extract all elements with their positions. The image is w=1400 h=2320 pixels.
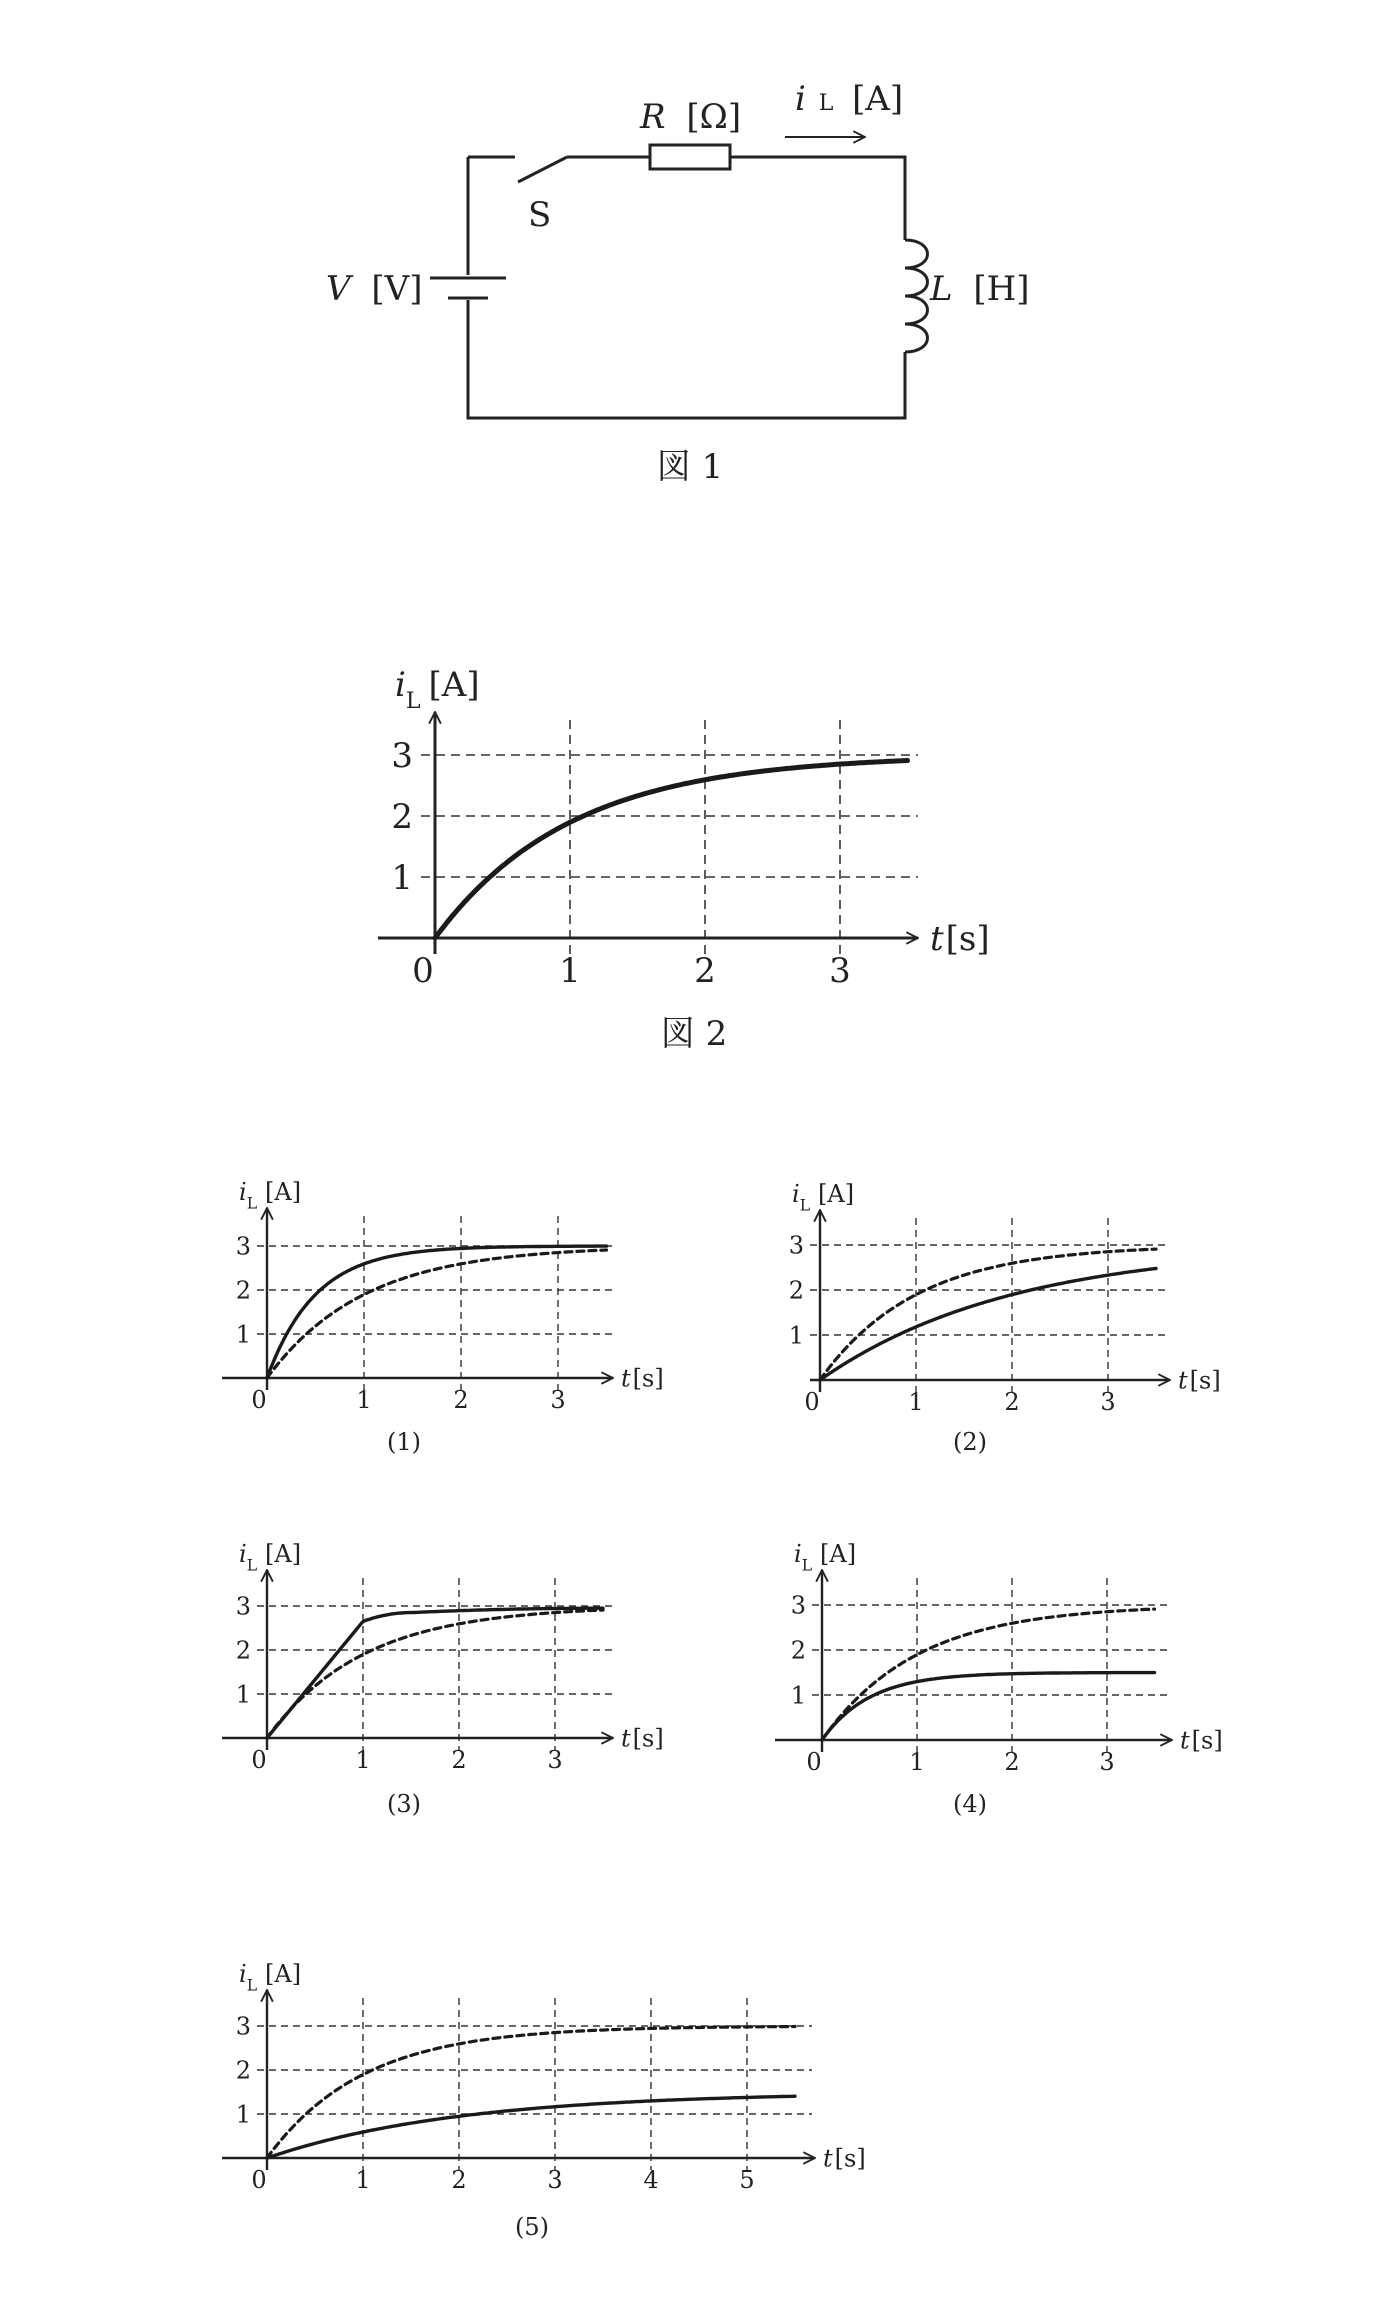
x-axis-symbol: t [621,1364,631,1393]
inductor-coil [905,240,928,352]
x-tick-label-3: 3 [1099,1748,1115,1776]
y-tick-label-1: 1 [235,2100,251,2129]
y-axis-symbol: i [792,1180,800,1208]
grid [257,1216,612,1390]
y-axis-symbol: i [794,1540,802,1568]
chart-option-3 [222,1540,664,1818]
current-label [795,79,903,119]
chart-option-5 [222,1960,866,2241]
y-tick-label-2: 2 [788,1276,804,1305]
series-line-solid [822,1673,1155,1740]
x-axis-symbol: t [930,918,944,959]
option-caption: (5) [515,2213,549,2241]
x-axis-unit: [s] [632,1364,664,1393]
y-axis-symbol: i [239,1540,247,1568]
x-tick-label-2: 2 [451,1746,467,1774]
y-tick-label-1: 1 [790,1681,806,1710]
x-axis-label [1178,1366,1221,1394]
series-line-dashed [267,1250,607,1378]
y-tick-label-3: 3 [235,1592,251,1621]
y-tick-label-3: 3 [790,1591,806,1620]
current-subscript: L [818,91,834,116]
chart-figure2 [378,665,990,991]
chart-option-1 [222,1178,664,1456]
x-tick-label-3: 3 [547,1746,563,1774]
x-axis-symbol: t [1180,1726,1190,1755]
x-tick-label-3: 3 [829,951,851,991]
y-axis-subscript: L [246,1976,258,1995]
y-axis-subscript: L [799,1196,811,1215]
x-axis-unit: [s] [1189,1366,1221,1395]
y-axis-label [239,1540,301,1574]
y-axis-label [395,665,480,714]
y-tick-label-3: 3 [391,735,413,776]
resistor-unit: [Ω] [686,97,742,137]
source-symbol: V [326,269,351,309]
x-tick-label-2: 2 [453,1386,469,1414]
y-tick-label-3: 3 [235,1232,251,1261]
chart-option-2 [789,1180,1221,1456]
x-tick-label-3: 3 [547,2166,563,2194]
grid [421,720,918,954]
y-axis-label [239,1960,301,1994]
grid [257,1998,812,2170]
x-tick-label-1: 1 [908,1388,924,1416]
x-axis-label [621,1724,664,1752]
x-tick-label-2: 2 [694,951,716,991]
x-tick-label-1: 1 [356,1386,372,1414]
wire-top-to-inductor [730,157,905,240]
y-tick-label-2: 2 [235,1276,251,1305]
inductor-symbol: L [930,269,953,309]
y-axis-subscript: L [246,1194,258,1213]
series-line-dashed [267,2027,795,2159]
series-line-dashed [820,1249,1156,1380]
figure2-caption: 図 2 [660,1014,728,1054]
switch-blade [518,157,567,182]
option-caption: (4) [953,1790,987,1818]
origin-label: 0 [251,1746,267,1774]
resistor-symbol-text: R [640,97,666,137]
resistor-symbol [650,145,730,169]
y-tick-label-1: 1 [788,1321,804,1350]
grid [812,1578,1168,1752]
y-tick-label-3: 3 [788,1231,804,1260]
y-axis-unit: [A] [265,1960,302,1988]
origin-label: 0 [412,951,434,991]
y-axis-unit: [A] [820,1540,857,1568]
x-axis-unit: [s] [632,1724,664,1753]
x-tick-label-2: 2 [1004,1388,1020,1416]
x-tick-label-2: 2 [1004,1748,1020,1776]
x-tick-label-3: 3 [550,1386,566,1414]
x-tick-label-5: 5 [739,2166,755,2194]
y-axis-subscript: L [801,1556,813,1575]
y-axis-symbol: i [239,1960,247,1988]
inductor-unit: [H] [973,269,1030,309]
x-axis-label [621,1364,664,1392]
x-axis-unit: [s] [1191,1726,1223,1755]
x-tick-label-3: 3 [1100,1388,1116,1416]
x-axis-label [1180,1726,1223,1754]
y-axis-unit: [A] [818,1180,855,1208]
x-tick-label-1: 1 [909,1748,925,1776]
x-tick-label-1: 1 [355,1746,371,1774]
y-axis-label [794,1540,856,1574]
x-axis-symbol: t [1178,1366,1188,1395]
y-axis-symbol: i [395,665,406,705]
switch-label: S [528,195,552,235]
series-line-solid [267,1246,607,1378]
x-axis-unit: [s] [945,918,990,959]
series-line-solid [267,2096,795,2158]
y-axis-label [792,1180,854,1214]
y-tick-label-1: 1 [235,1680,251,1709]
y-axis-symbol: i [239,1178,247,1206]
grid [257,1578,612,1750]
x-axis-label [823,2144,866,2172]
source-unit: [V] [371,269,423,309]
source-label [326,269,422,309]
x-tick-label-4: 4 [643,2166,659,2194]
circuit-diagram [430,137,928,418]
origin-label: 0 [251,1386,267,1414]
origin-label: 0 [251,2166,267,2194]
series-line-dashed [267,1610,603,1738]
option-caption: (1) [387,1428,421,1456]
x-tick-label-2: 2 [451,2166,467,2194]
current-symbol: i [795,79,806,119]
y-tick-label-2: 2 [235,2056,251,2085]
y-axis-subscript: L [405,687,421,714]
x-axis-label [930,919,990,959]
y-tick-label-1: 1 [235,1320,251,1349]
x-axis-symbol: t [621,1724,631,1753]
y-axis-subscript: L [246,1556,258,1575]
current-unit: [A] [852,79,904,119]
inductor-label [929,269,1030,309]
origin-label: 0 [804,1388,820,1416]
x-tick-label-1: 1 [355,2166,371,2194]
option-caption: (2) [953,1428,987,1456]
grid [810,1218,1165,1392]
y-tick-label-2: 2 [790,1636,806,1665]
series-line-solid [435,761,908,939]
resistor-label [639,97,741,137]
y-tick-label-3: 3 [235,2012,251,2041]
chart-option-4 [775,1540,1223,1818]
y-axis-label [239,1178,301,1212]
wire-bottom [468,300,905,418]
x-axis-unit: [s] [834,2144,866,2173]
y-axis-unit: [A] [428,665,480,705]
y-tick-label-1: 1 [391,857,413,898]
y-axis-unit: [A] [265,1178,302,1206]
figure1-caption: 図 1 [656,447,724,487]
origin-label: 0 [806,1748,822,1776]
y-axis-unit: [A] [265,1540,302,1568]
option-caption: (3) [387,1790,421,1818]
x-tick-label-1: 1 [559,951,581,991]
x-axis-symbol: t [823,2144,833,2173]
y-tick-label-2: 2 [235,1636,251,1665]
y-tick-label-2: 2 [391,796,413,837]
